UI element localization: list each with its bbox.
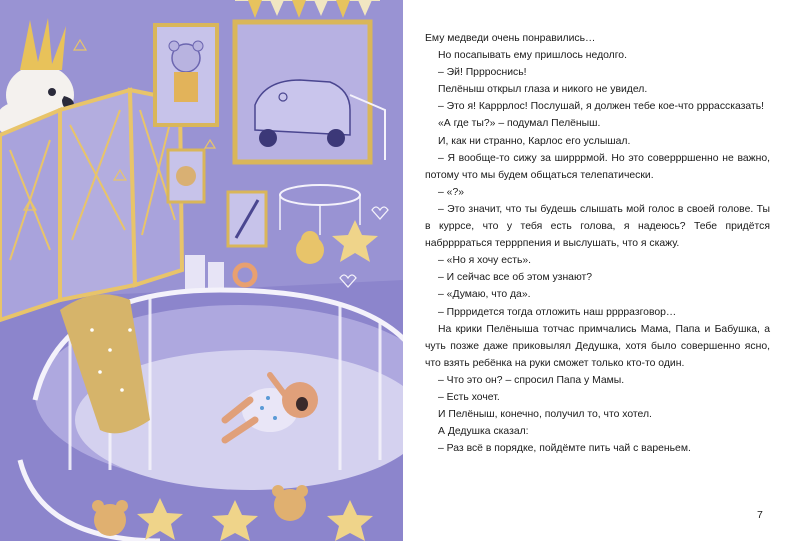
framed-bear-picture xyxy=(155,25,217,125)
paragraph: «А где ты?» – подумал Пелёныш. xyxy=(438,118,601,130)
paragraph: – Я вообще-то сижу за ширррмой. Но это соверрршенно не важно, потому что мы будем общаться телепатически. xyxy=(425,152,770,181)
paragraph: На крики Пелёныша тотчас примчались Мама, Папа и Бабушка, а чуть позже даже приковылял Дедушка, хотя было совершенно ясно, что взять ребёнка на руки сможет только кто-то один. xyxy=(425,323,770,369)
baby-bottle xyxy=(185,255,205,290)
paragraph: Но посапывать ему пришлось недолго. xyxy=(438,50,627,62)
paragraph: Пелёныш открыл глаза и никого не увидел. xyxy=(438,84,648,96)
paragraph: – Эй! Пррроснись! xyxy=(438,67,527,79)
paragraph: – Что это он? – спросил Папа у Мамы. xyxy=(438,374,625,386)
paragraph: – Раз всё в порядке, пойдёмте пить чай с вареньем. xyxy=(438,443,691,455)
paragraph: И Пелёныш, конечно, получил то, что хотел. xyxy=(438,409,652,421)
paragraph: – И сейчас все об этом узнают? xyxy=(438,272,593,284)
paragraph: – «Думаю, что да». xyxy=(438,289,531,301)
paragraph: И, как ни странно, Карлос его услышал. xyxy=(438,135,631,147)
paragraph: А Дедушка сказал: xyxy=(438,426,529,438)
paragraph: – «?» xyxy=(438,186,465,198)
paragraph: – Это я! Карррлос! Послушай, я должен тебе кое-что рррассказать! xyxy=(438,101,765,113)
page-number: 7 xyxy=(757,509,763,521)
paragraph: Ему медведи очень понравились… xyxy=(425,33,596,44)
framed-car-picture xyxy=(235,22,370,162)
paragraph: – Это значит, что ты будешь слышать мой голос в своей голове. Ты в куррсе, что у тебя есть голова, я надеюсь? Тебе придётся набрррраться терррпения и выслушать, что я скажу. xyxy=(425,203,770,250)
paragraph: – Есть хочет. xyxy=(438,391,500,403)
paragraph: – «Но я хочу есть». xyxy=(438,255,532,267)
text-page xyxy=(425,30,770,457)
paragraph: – Пррридется тогда отложить наш рррразговор… xyxy=(438,306,677,318)
